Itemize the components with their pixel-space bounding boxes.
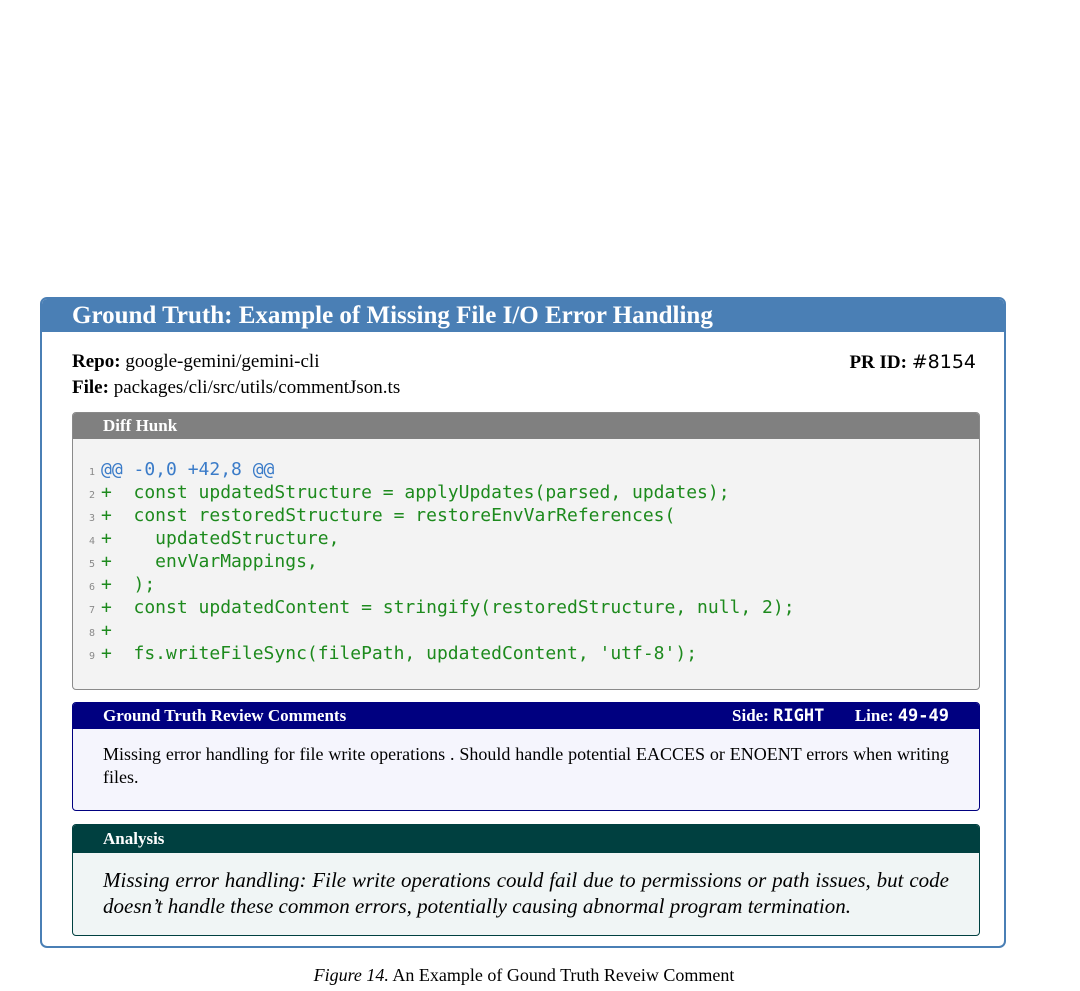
figure-caption xyxy=(0,964,1048,986)
side-label: Side: xyxy=(732,706,769,725)
code-line xyxy=(73,458,979,481)
review-comment-text: Missing error handling for file write operations . Should handle potential EACCES or ENOENT errors when writing files. xyxy=(103,744,949,787)
analysis-text: Missing error handling: File write operations could fail due to permissions or path issues, but code doesn’t handle these common errors, potentially causing abnormal program termination. xyxy=(103,868,949,918)
card-title: Ground Truth: Example of Missing File I/O Error Handling xyxy=(42,299,1004,332)
review-title: Ground Truth Review Comments xyxy=(103,706,347,725)
review-comments-panel xyxy=(72,702,980,811)
code-text: @@ -0,0 +42,8 @@ xyxy=(101,459,275,480)
code-line xyxy=(73,573,979,596)
line-label: Line: xyxy=(854,706,894,725)
figure-label: Figure 14. xyxy=(313,965,389,985)
analysis-panel xyxy=(72,824,980,936)
code-text: + envVarMappings, xyxy=(101,551,318,572)
pr-label: PR ID: xyxy=(849,352,907,373)
review-location xyxy=(732,703,949,729)
code-line xyxy=(73,550,979,573)
code-text: + const restoredStructure = restoreEnvVarReferences( xyxy=(101,505,676,526)
pr-metadata xyxy=(72,349,976,401)
code-line xyxy=(73,504,979,527)
code-line xyxy=(73,481,979,504)
file-label: File: xyxy=(72,377,109,398)
code-line xyxy=(73,527,979,550)
analysis-title: Analysis xyxy=(73,825,979,853)
line-number: 7 xyxy=(88,605,95,616)
pr-value: #8154 xyxy=(911,351,976,373)
line-value: 49-49 xyxy=(897,706,949,726)
code-text: + const updatedContent = stringify(restoredStructure, null, 2); xyxy=(101,597,795,618)
code-line xyxy=(73,619,979,642)
figure-caption-text: An Example of Gound Truth Reveiw Comment xyxy=(392,965,735,985)
code-text: + const updatedStructure = applyUpdates(parsed, updates); xyxy=(101,482,730,503)
line-number: 4 xyxy=(88,536,95,547)
repo-row xyxy=(72,349,976,375)
diff-hunk-panel xyxy=(72,412,980,690)
line-number: 9 xyxy=(88,651,95,662)
file-row xyxy=(72,375,976,401)
side-value: RIGHT xyxy=(773,706,825,726)
line-number: 6 xyxy=(88,582,95,593)
line-number: 8 xyxy=(88,628,95,639)
review-header xyxy=(73,703,979,729)
code-text: + fs.writeFileSync(filePath, updatedContent, 'utf-8'); xyxy=(101,643,698,664)
line-number: 5 xyxy=(88,559,95,570)
code-block xyxy=(73,458,979,665)
line-number: 3 xyxy=(88,513,95,524)
code-text: + ); xyxy=(101,574,156,595)
code-text: + updatedStructure, xyxy=(101,528,340,549)
file-value: packages/cli/src/utils/commentJson.ts xyxy=(113,377,401,398)
diff-hunk-title: Diff Hunk xyxy=(73,413,979,439)
code-text: + xyxy=(101,620,112,641)
line-number: 2 xyxy=(88,490,95,501)
code-line xyxy=(73,642,979,665)
pr-id xyxy=(849,349,976,376)
repo-label: Repo: xyxy=(72,351,121,372)
ground-truth-card xyxy=(40,297,1006,948)
code-line xyxy=(73,596,979,619)
line-number: 1 xyxy=(88,467,95,478)
repo-value: google-gemini/gemini-cli xyxy=(125,351,320,372)
